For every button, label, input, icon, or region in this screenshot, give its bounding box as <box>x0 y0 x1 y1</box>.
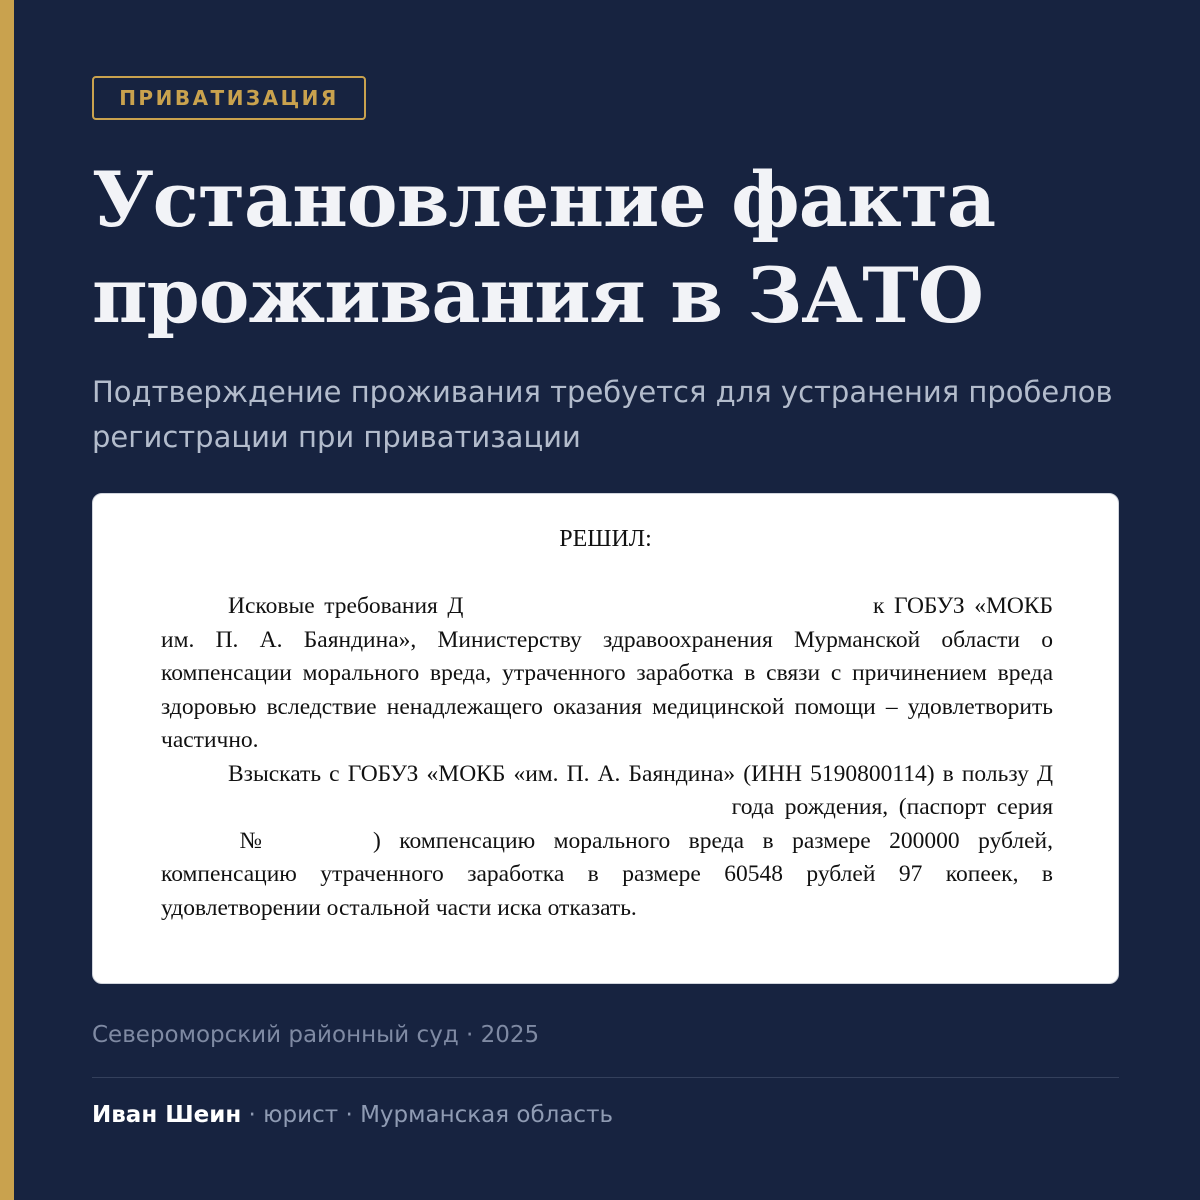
number-sign: № <box>239 827 275 854</box>
paragraph-1-start: Исковые требования Д <box>228 593 464 619</box>
author-line <box>92 1102 613 1128</box>
page-title <box>92 152 1142 344</box>
document-paragraph-2 <box>161 758 1053 926</box>
document-body <box>161 590 1053 925</box>
document-paragraph-1 <box>161 590 1053 758</box>
paragraph-1-rest: к ГОБУЗ «МОКБ им. П. А. Баяндина», Министерству здравоохранения Мурманской области о компенсации морального вреда, утраченного заработка в связи с причинением вреда здоровью вследствие ненадлежащего оказания медицинской помощи – удовлетворить частично. <box>161 593 1054 753</box>
document-heading: РЕШИЛ: <box>559 526 652 552</box>
subtitle: Подтверждение проживания требуется для устранения пробелов регистрации при приватизации <box>92 375 1113 454</box>
source-caption: Североморский районный суд · 2025 <box>92 1022 540 1048</box>
title-line-2: проживания в ЗАТО <box>92 251 983 340</box>
author-details: · юрист · Мурманская область <box>241 1102 614 1128</box>
accent-bar <box>0 0 14 1200</box>
author-name: Иван Шеин <box>92 1102 242 1128</box>
category-badge: ПРИВАТИЗАЦИЯ <box>92 76 366 120</box>
document-excerpt <box>92 493 1119 984</box>
title-line-1: Установление факта <box>92 155 996 244</box>
paragraph-2-rest: ) компенсацию морального вреда в размере 200000 рублей, компенсацию утраченного заработка в размере 60548 рублей 97 копеек, в удовлетворении остальной части иска отказать. <box>161 827 1054 921</box>
paragraph-2-start: Взыскать с ГОБУЗ «МОКБ «им. П. А. Баяндина» (ИНН 5190800114) в пользу Д <box>228 760 1053 787</box>
divider <box>92 1077 1119 1078</box>
paragraph-2-part2: года рождения, (паспорт серия <box>731 794 1053 820</box>
